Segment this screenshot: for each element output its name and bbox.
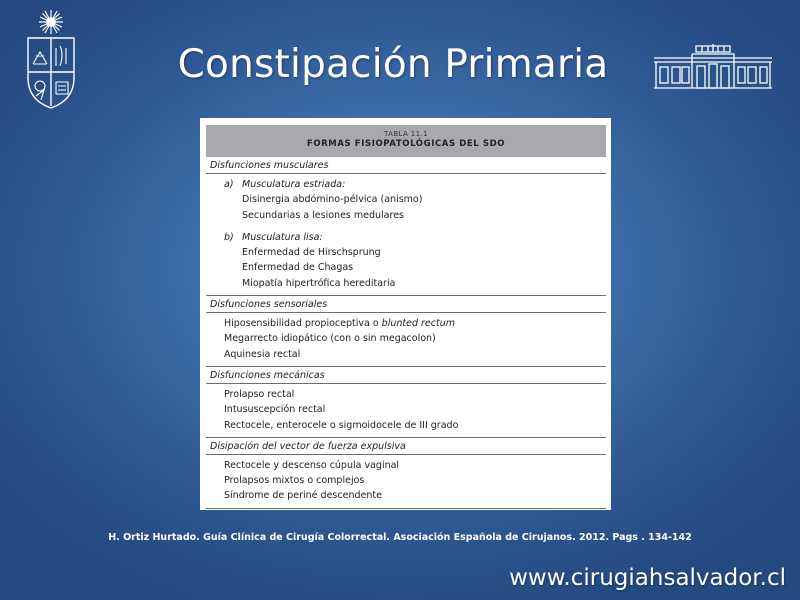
list-item: Megarrecto idiopático (con o sin megacolon)	[224, 333, 436, 345]
table-heading: FORMAS FISIOPATOLÓGICAS DEL SDO	[306, 139, 506, 149]
list-item: Intususcepción rectal	[224, 404, 326, 416]
list-item: Enfermedad de Chagas	[242, 262, 354, 274]
section-title-disipacion: Disipación del vector de fuerza expulsiva	[206, 438, 606, 455]
section-body-sensoriales	[206, 313, 606, 367]
list-item	[206, 316, 606, 331]
list-item: Miopatía hipertrófica hereditaria	[242, 277, 396, 289]
pathophysiology-table	[200, 118, 611, 510]
list-item: Enfermedad de Hirschsprung	[242, 247, 381, 259]
subgroup-label: Musculatura lisa:	[242, 231, 323, 243]
citation-text: H. Ortiz Hurtado. Guía Clínica de Cirugía Colorrectal. Asociación Española de Cirujanos. 2012. Pags . 134-142	[108, 532, 692, 543]
website-url: www.cirugiahsalvador.cl	[509, 565, 786, 591]
list-item-text: Hiposensibilidad propioceptiva o	[224, 318, 382, 330]
list-item: Rectocele y descenso cúpula vaginal	[224, 459, 400, 471]
list-item: Prolapsos mixtos o complejos	[224, 475, 365, 487]
list-item: Síndrome de periné descendente	[224, 490, 382, 502]
list-item: Secundarias a lesiones medulares	[242, 209, 404, 221]
list-item-italic-text: blunted rectum	[381, 318, 455, 330]
section-title-mecanicas: Disfunciones mecánicas	[206, 367, 606, 384]
slide-title: Constipación Primaria	[177, 42, 609, 87]
subgroup-header	[206, 230, 606, 245]
subgroup-marker: b)	[224, 231, 234, 243]
list-item: Rectocele, enterocele o sigmoidocele de III grado	[224, 419, 459, 431]
table-header	[206, 125, 606, 157]
section-body-musculares	[206, 174, 606, 296]
hospital-building-icon	[652, 42, 774, 92]
table-body	[206, 157, 606, 509]
subgroup-label: Musculatura estriada:	[242, 179, 346, 190]
section-title-musculares: Disfunciones musculares	[206, 157, 606, 174]
list-item: Disinergia abdómino-pélvica (anismo)	[242, 194, 423, 206]
table-caption: TABLA 11.1	[384, 130, 428, 138]
list-item: Aquinesia rectal	[224, 348, 301, 360]
subgroup-header	[206, 177, 606, 192]
section-body-disipacion	[206, 455, 606, 509]
section-title-sensoriales: Disfunciones sensoriales	[206, 296, 606, 313]
list-item: Prolapso rectal	[224, 388, 295, 400]
section-body-mecanicas	[206, 384, 606, 438]
subgroup-marker: a)	[224, 179, 234, 190]
